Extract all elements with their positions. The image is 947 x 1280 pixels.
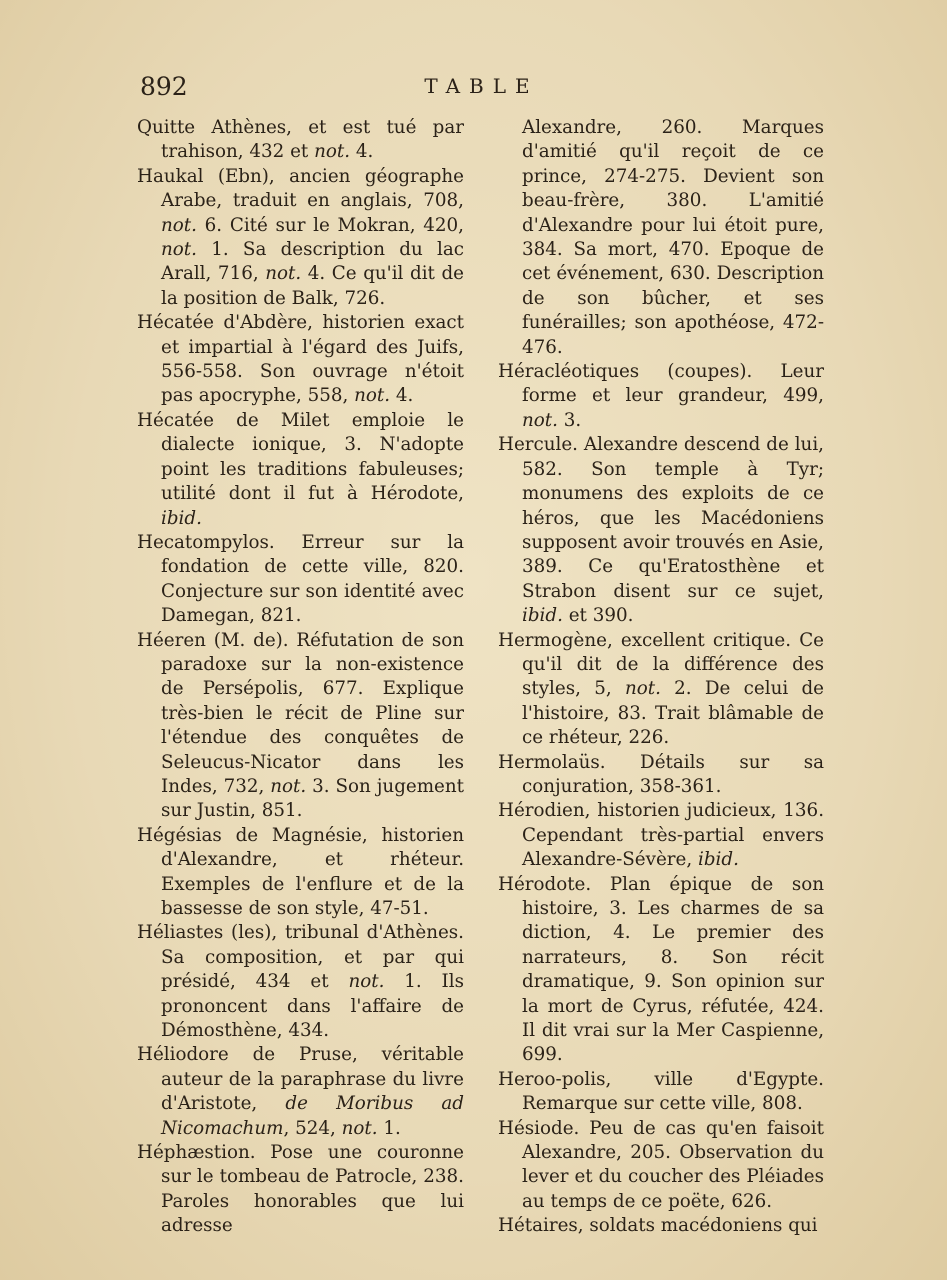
entry-text: Héracléotiques (coupes). Leur forme et leur grandeur, 499, [498,361,824,407]
italic-text: de Moribus ad Nicomachum [161,1093,464,1139]
left-column [137,116,464,1239]
index-entry [137,1043,464,1141]
entry-text: 4. Ce qu'il dit de la position de Balk, 726. [161,263,464,309]
entry-text: Heroo-polis, ville d'Egypte. Remarque sur cette ville, 808. [498,1068,824,1115]
entry-text: 1. Sa description du lac Arall, 716, [161,239,464,285]
entry-text: 6. Cité sur le Mokran, 420, [196,214,464,236]
index-entry [137,165,464,311]
index-entry [498,433,824,628]
italic-text: ibid. [522,605,563,627]
italic-text: not. [354,385,391,407]
right-column [498,116,824,1239]
italic-text: ibid. [697,849,739,871]
index-entry [137,531,464,629]
entry-text: 1. Ils prononcent dans l'affaire de Démosthène, 434. [161,971,464,1042]
entry-text: 2. De celui de l'histoire, 83. Trait blâmable de ce rhéteur, 226. [522,678,824,749]
entry-text: 3. Son jugement sur Justin, 851. [161,775,464,822]
entry-text: et 390. [562,605,634,627]
italic-text: not. [161,239,197,261]
entry-text: Hermogène, excellent critique. Ce qu'il dit de la différence des styles, 5, [498,629,824,700]
italic-text: not. [161,214,197,236]
entry-text: 1. [377,1117,401,1139]
index-entry [137,921,464,1043]
entry-text: , 524, [283,1117,342,1139]
index-entry [137,409,464,531]
italic-text: not. [314,141,351,163]
index-entry [498,116,824,360]
index-entry [498,799,824,872]
entry-text: Hécatée d'Abdère, historien exact et impartial à l'égard des Juifs, 556-558. Son ouvrage n'étoit pas apocryphe, 558, [137,312,464,407]
index-entry [137,1141,464,1239]
index-entry [137,824,464,922]
index-entry [498,1117,824,1215]
italic-text: ibid. [161,507,202,529]
entry-text: Hécatée de Milet emploie le dialecte ionique, 3. N'adopte point les traditions fabuleuses; utilité dont il fut à Hérodote, [137,409,464,505]
running-title: TABLE [424,74,539,98]
italic-text: not. [265,263,302,285]
index-entry [498,751,824,800]
entry-text: Quitte Athènes, et est tué par trahison, 432 et [137,117,464,163]
index-entry [137,629,464,824]
index-entry [498,1214,824,1238]
index-entry [498,1068,824,1117]
italic-text: not. [341,1117,378,1139]
italic-text: not. [522,409,558,431]
italic-text: not. [624,678,661,700]
entry-text: Hérodote. Plan épique de son histoire, 3. Les charmes de sa diction, 4. Le premier des narrateurs, 8. Son récit dramatique, 9. Son opinion sur la mort de Cyrus, réfutée, 424. Il dit vrai sur la Mer Caspienne, 699. [498,873,824,1066]
italic-text: not. [270,775,307,797]
entry-text: Hercule. Alexandre descend de lui, 582. Son temple à Tyr; monumens des exploits de ce héros, que les Macédoniens supposent avoir trouvés en Asie, 389. Ce qu'Eratosthène et Strabon disent sur ce sujet, [498,434,824,602]
page-number: 892 [140,72,188,101]
entry-text: Hégésias de Magnésie, historien d'Alexandre, et rhéteur. Exemples de l'enflure et de la bassesse de son style, 47-51. [137,824,464,919]
entry-text: Haukal (Ebn), ancien géographe Arabe, traduit en anglais, 708, [137,165,464,212]
entry-text: Hermolaüs. Détails sur sa conjuration, 358-361. [498,751,824,797]
entry-text: Héliastes (les), tribunal d'Athènes. Sa composition, et par qui présidé, 434 et [137,922,464,993]
entry-text: 4. [350,141,374,163]
entry-text: Alexandre, 260. Marques d'amitié qu'il reçoit de ce prince, 274-275. Devient son beau-frère, 380. L'amitié d'Alexandre pour lui étoit pure, 384. Sa mort, 470. Epoque de cet événement, 630. Description de son bûcher, et ses funérailles; son apothéose, 472-476. [522,117,824,358]
entry-text: 3. [557,409,582,431]
entry-text: Héphæstion. Pose une couronne sur le tombeau de Patrocle, 238. Paroles honorables que lui adresse [137,1142,464,1237]
entry-text: Hérodien, historien judicieux, 136. Cependant très-partial envers Alexandre-Sévère, [498,800,824,871]
entry-text: Héliodore de Pruse, véritable auteur de la paraphrase du livre d'Aristote, [137,1044,464,1115]
entry-text: Hecatompylos. Erreur sur la fondation de cette ville, 820. Conjecture sur son identité avec Damegan, 821. [137,531,464,627]
entry-text: 4. [390,385,414,407]
index-entry [137,311,464,409]
index-entry [137,116,464,165]
index-entry [498,629,824,751]
italic-text: not. [348,971,385,993]
entry-text: Hétaires, soldats macédoniens qui [498,1215,818,1237]
entry-text: Héeren (M. de). Réfutation de son paradoxe sur la non-existence de Persépolis, 677. Explique très-bien le récit de Pline sur l'étendue des conquêtes de Seleucus-Nicator dans les Indes, 732, [137,629,464,797]
index-entry [498,360,824,433]
page-header [0,72,947,108]
entry-text: Hésiode. Peu de cas qu'en faisoit Alexandre, 205. Observation du lever et du coucher des Pléiades au temps de ce poëte, 626. [498,1117,824,1212]
index-entry [498,873,824,1068]
